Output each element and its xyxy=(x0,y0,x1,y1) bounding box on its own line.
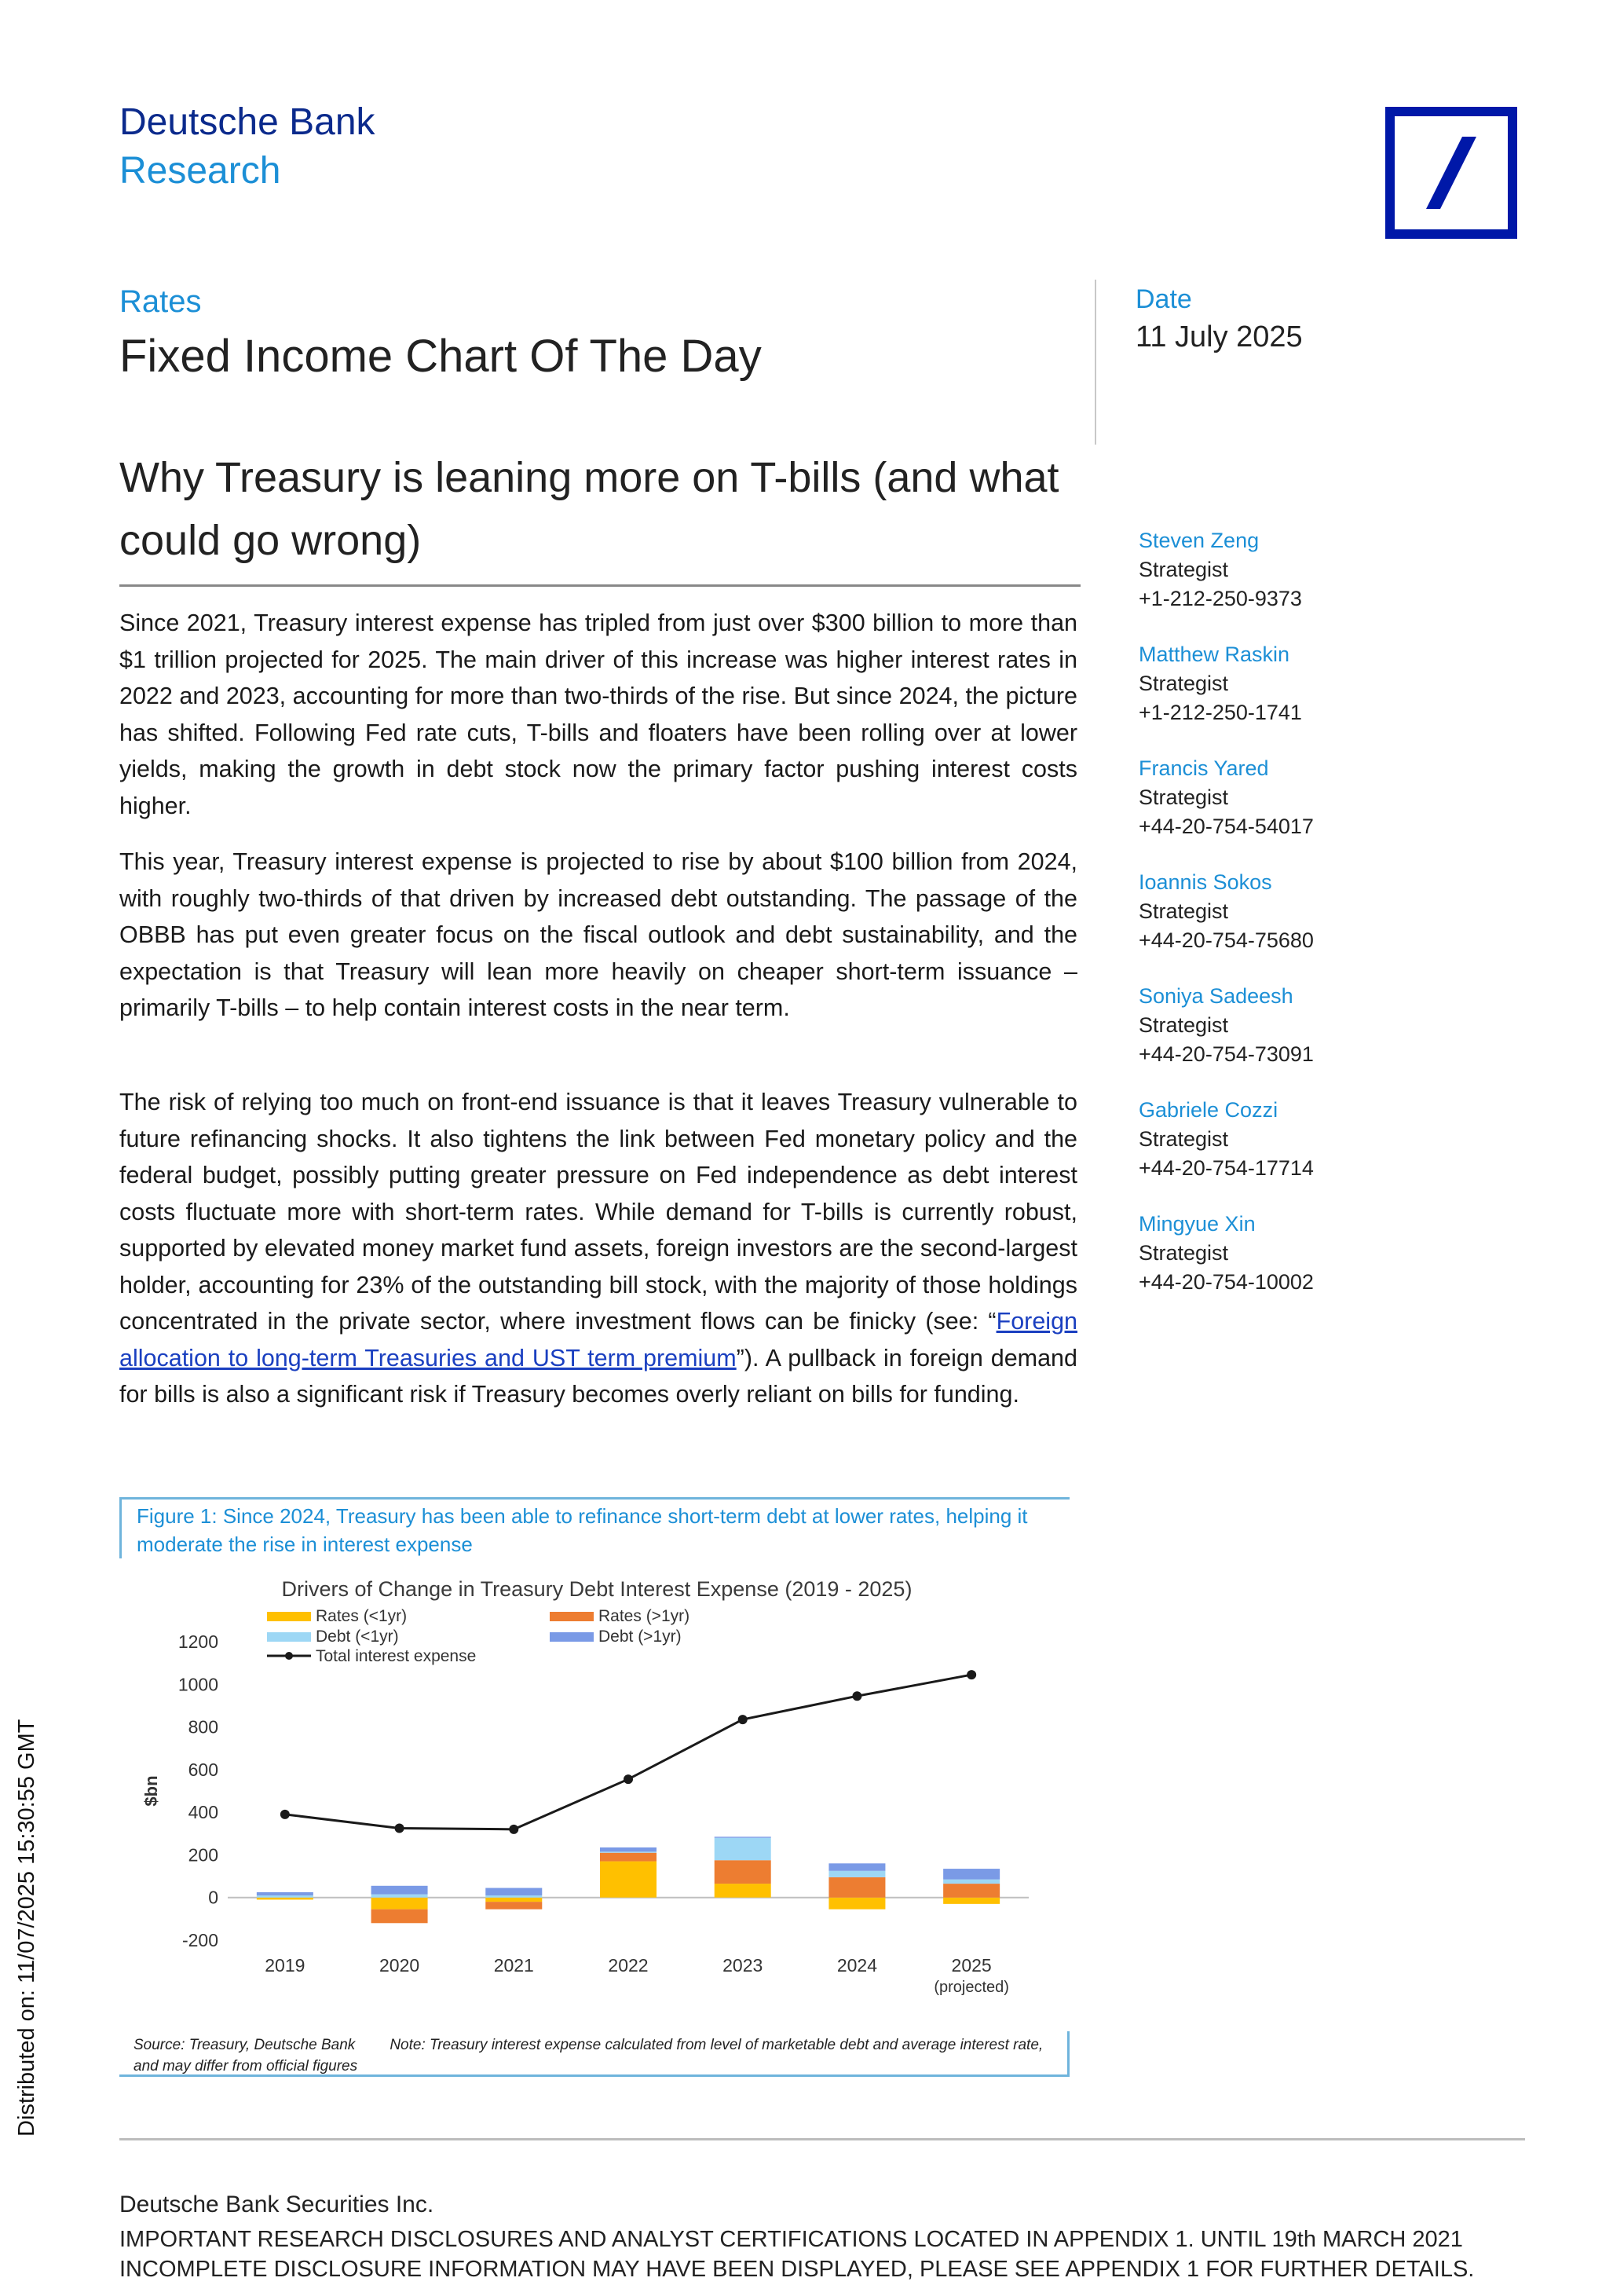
legend-label: Total interest expense xyxy=(316,1647,477,1665)
bar-segment xyxy=(943,1880,1000,1884)
analyst-card xyxy=(1139,1210,1547,1297)
y-tick-label: 400 xyxy=(188,1802,218,1823)
paragraph-1: Since 2021, Treasury interest expense has tripled from just over $300 billion to more than $1 trillion projected for 2025. The main driver of this increase was higher interest rates in 2022 and 2023, accounting for more than two-thirds of the rise. But since 2024, the picture has shifted. Following Fed rate cuts, T-bills and floaters have been rolling over at lower yields, making the growth in debt stock now the primary factor pushing interest costs higher. xyxy=(119,610,1077,819)
paragraph-3 xyxy=(119,1084,1077,1413)
analyst-role: Strategist xyxy=(1139,1013,1229,1037)
y-axis-label: $bn xyxy=(141,1775,161,1807)
bar-segment xyxy=(715,1884,771,1898)
bar-segment xyxy=(485,1888,542,1896)
analyst-phone: +44-20-754-75680 xyxy=(1139,928,1314,952)
x-tick-label: 2020 xyxy=(379,1955,420,1976)
analyst-role: Strategist xyxy=(1139,672,1229,695)
bar-segment xyxy=(600,1853,657,1862)
footer-disclosure xyxy=(119,2225,1533,2284)
analyst-card xyxy=(1139,754,1547,841)
footer-company: Deutsche Bank Securities Inc. xyxy=(119,2192,434,2217)
date-label: Date xyxy=(1136,284,1192,314)
figure-note-text: Note: Treasury interest expense calculated from level of marketable debt and average interest rate, and may differ from official figures xyxy=(134,2037,1044,2074)
analyst-name[interactable]: Soniya Sadeesh xyxy=(1139,984,1293,1008)
analyst-name[interactable]: Mingyue Xin xyxy=(1139,1212,1256,1236)
bar-segment xyxy=(715,1860,771,1884)
total-interest-point xyxy=(624,1774,633,1784)
x-tick-label: 2023 xyxy=(722,1955,763,1976)
analyst-phone: +44-20-754-17714 xyxy=(1139,1156,1314,1180)
analyst-card xyxy=(1139,982,1547,1069)
y-tick-label: 200 xyxy=(188,1844,218,1866)
legend-label: Debt (<1yr) xyxy=(316,1628,399,1646)
legend-swatch xyxy=(550,1612,594,1621)
figure-right-rule xyxy=(1067,2031,1070,2077)
y-tick-label: 0 xyxy=(208,1887,218,1908)
bar-segment xyxy=(943,1869,1000,1880)
bar-segment xyxy=(485,1898,542,1902)
analyst-card xyxy=(1139,526,1547,613)
header-divider xyxy=(1095,280,1096,445)
x-tick-sublabel: (projected) xyxy=(934,1979,1009,1996)
figure-source-text: Source: Treasury, Deutsche Bank xyxy=(134,2037,356,2053)
date-value: 11 July 2025 xyxy=(1136,320,1303,353)
figure-source xyxy=(134,2034,1060,2077)
legend-label: Debt (>1yr) xyxy=(598,1628,682,1646)
analyst-phone: +44-20-754-73091 xyxy=(1139,1042,1314,1066)
figure-caption: Figure 1: Since 2024, Treasury has been able to refinance short-term debt at lower rates, helping it moderate the rise in interest expense xyxy=(137,1504,1028,1556)
series-title: Fixed Income Chart Of The Day xyxy=(119,331,762,382)
legend-line-marker xyxy=(285,1652,293,1660)
analyst-name[interactable]: Steven Zeng xyxy=(1139,529,1260,552)
distribution-stamp: Distributed on: 11/07/2025 15:30:55 GMT xyxy=(14,1719,39,2137)
analyst-card xyxy=(1139,1096,1547,1183)
bar-segment xyxy=(371,1886,428,1895)
bar-segment xyxy=(715,1838,771,1861)
analyst-phone: +44-20-754-54017 xyxy=(1139,815,1314,838)
bar-segment xyxy=(715,1836,771,1837)
paragraph-3-text-a: The risk of relying too much on front-end issuance is that it leaves Treasury vulnerable to future refinancing shocks. It also tightens the link between Fed monetary policy and the federal budget, possibly putting greater pressure on Fed independence as debt interest costs fluctuate more with short-term rates. While demand for T-bills is currently robust, supported by elevated money market fund assets, foreign investors are the second-largest holder, accounting for 23% of the outstanding bill stock, with the majority of those holdings concentrated in the private sector, where investment flows can be finicky (see: “ xyxy=(119,1089,1077,1335)
total-interest-point xyxy=(280,1810,290,1819)
report-category: Rates xyxy=(119,284,202,319)
bar-segment xyxy=(600,1862,657,1898)
footer-rule xyxy=(119,2138,1525,2140)
total-interest-line xyxy=(285,1675,971,1829)
paragraph-3-text-b: ”). A pullback in foreign demand for bills is also a significant risk if Treasury becomes overly reliant on bills for funding. xyxy=(119,1344,1077,1408)
legend-swatch xyxy=(550,1632,594,1642)
analyst-phone: +44-20-754-10002 xyxy=(1139,1270,1314,1294)
foreign-allocation-link[interactable]: Foreign allocation to long-term Treasuries and UST term premium xyxy=(119,1308,1077,1371)
x-tick-label: 2024 xyxy=(836,1955,878,1976)
bar-segment xyxy=(943,1884,1000,1898)
total-interest-point xyxy=(852,1691,861,1701)
legend-label: Rates (<1yr) xyxy=(316,1607,408,1625)
bar-segment xyxy=(600,1847,657,1851)
x-tick-label: 2025 xyxy=(951,1955,992,1976)
analyst-role: Strategist xyxy=(1139,1127,1229,1151)
analyst-role: Strategist xyxy=(1139,899,1229,923)
legend-swatch xyxy=(267,1632,311,1642)
bar-segment xyxy=(828,1871,885,1877)
analyst-name[interactable]: Francis Yared xyxy=(1139,756,1269,780)
bar-segment xyxy=(257,1892,313,1895)
y-tick-label: -200 xyxy=(181,1930,218,1950)
bar-segment xyxy=(943,1898,1000,1904)
bar-segment xyxy=(371,1895,428,1898)
bar-segment xyxy=(600,1851,657,1852)
total-interest-point xyxy=(395,1824,404,1833)
analyst-phone: +1-212-250-1741 xyxy=(1139,701,1302,724)
analyst-role: Strategist xyxy=(1139,785,1229,809)
x-tick-label: 2021 xyxy=(493,1955,534,1976)
deutsche-bank-logo-icon xyxy=(1385,107,1517,239)
y-tick-label: 800 xyxy=(188,1716,218,1738)
analyst-name[interactable]: Gabriele Cozzi xyxy=(1139,1098,1278,1122)
paragraph-2: This year, Treasury interest expense is projected to rise by about $100 billion from 2024, with roughly two-thirds of that driven by increased debt outstanding. The passage of the OBBB has put even greater focus on the fiscal outlook and debt sustainability, and the expectation is that Treasury will lean more heavily on cheaper short-term issuance – primarily T-bills – to help contain interest costs in the near term. xyxy=(119,848,1077,1021)
analyst-role: Strategist xyxy=(1139,1241,1229,1265)
analyst-phone: +1-212-250-9373 xyxy=(1139,587,1302,610)
analyst-list xyxy=(1139,526,1547,1324)
x-tick-label: 2019 xyxy=(265,1955,305,1976)
total-interest-point xyxy=(738,1715,748,1724)
figure-bottom-rule xyxy=(119,2074,1070,2077)
brand-research: Research xyxy=(119,150,281,192)
disclosure-line-1: IMPORTANT RESEARCH DISCLOSURES AND ANALYST CERTIFICATIONS LOCATED IN APPENDIX 1. UNTIL 19th MARCH 2021 xyxy=(119,2227,1463,2252)
disclosure-line-2: INCOMPLETE DISCLOSURE INFORMATION MAY HAVE BEEN DISPLAYED, PLEASE SEE APPENDIX 1 FOR FURTHER DETAILS. xyxy=(119,2257,1475,2282)
y-tick-label: 1000 xyxy=(177,1674,218,1695)
total-interest-point xyxy=(509,1825,518,1834)
bar-segment xyxy=(485,1902,542,1910)
bar-segment xyxy=(371,1898,428,1910)
analyst-role: Strategist xyxy=(1139,558,1229,581)
article-headline: Why Treasury is leaning more on T-bills (and what could go wrong) xyxy=(119,454,1059,564)
interest-expense-chart xyxy=(126,1563,1068,2027)
analyst-name[interactable]: Matthew Raskin xyxy=(1139,643,1290,666)
analyst-card xyxy=(1139,868,1547,955)
bar-segment xyxy=(257,1898,313,1900)
bar-segment xyxy=(485,1895,542,1898)
figure-caption-bar xyxy=(119,1497,122,1558)
bar-segment xyxy=(828,1877,885,1898)
legend-swatch xyxy=(267,1612,311,1621)
chart-title: Drivers of Change in Treasury Debt Interest Expense (2019 - 2025) xyxy=(281,1577,913,1601)
figure-top-rule xyxy=(119,1497,1070,1500)
y-tick-label: 1200 xyxy=(177,1631,218,1652)
analyst-name[interactable]: Ioannis Sokos xyxy=(1139,870,1272,894)
headline-rule xyxy=(119,584,1081,587)
total-interest-point xyxy=(967,1670,976,1679)
y-tick-label: 600 xyxy=(188,1759,218,1780)
x-tick-label: 2022 xyxy=(608,1955,649,1976)
bar-segment xyxy=(828,1898,885,1910)
bar-segment xyxy=(828,1863,885,1871)
bar-segment xyxy=(257,1895,313,1898)
legend-label: Rates (>1yr) xyxy=(598,1607,690,1625)
brand-name: Deutsche Bank xyxy=(119,101,375,143)
bar-segment xyxy=(371,1910,428,1924)
analyst-card xyxy=(1139,640,1547,727)
